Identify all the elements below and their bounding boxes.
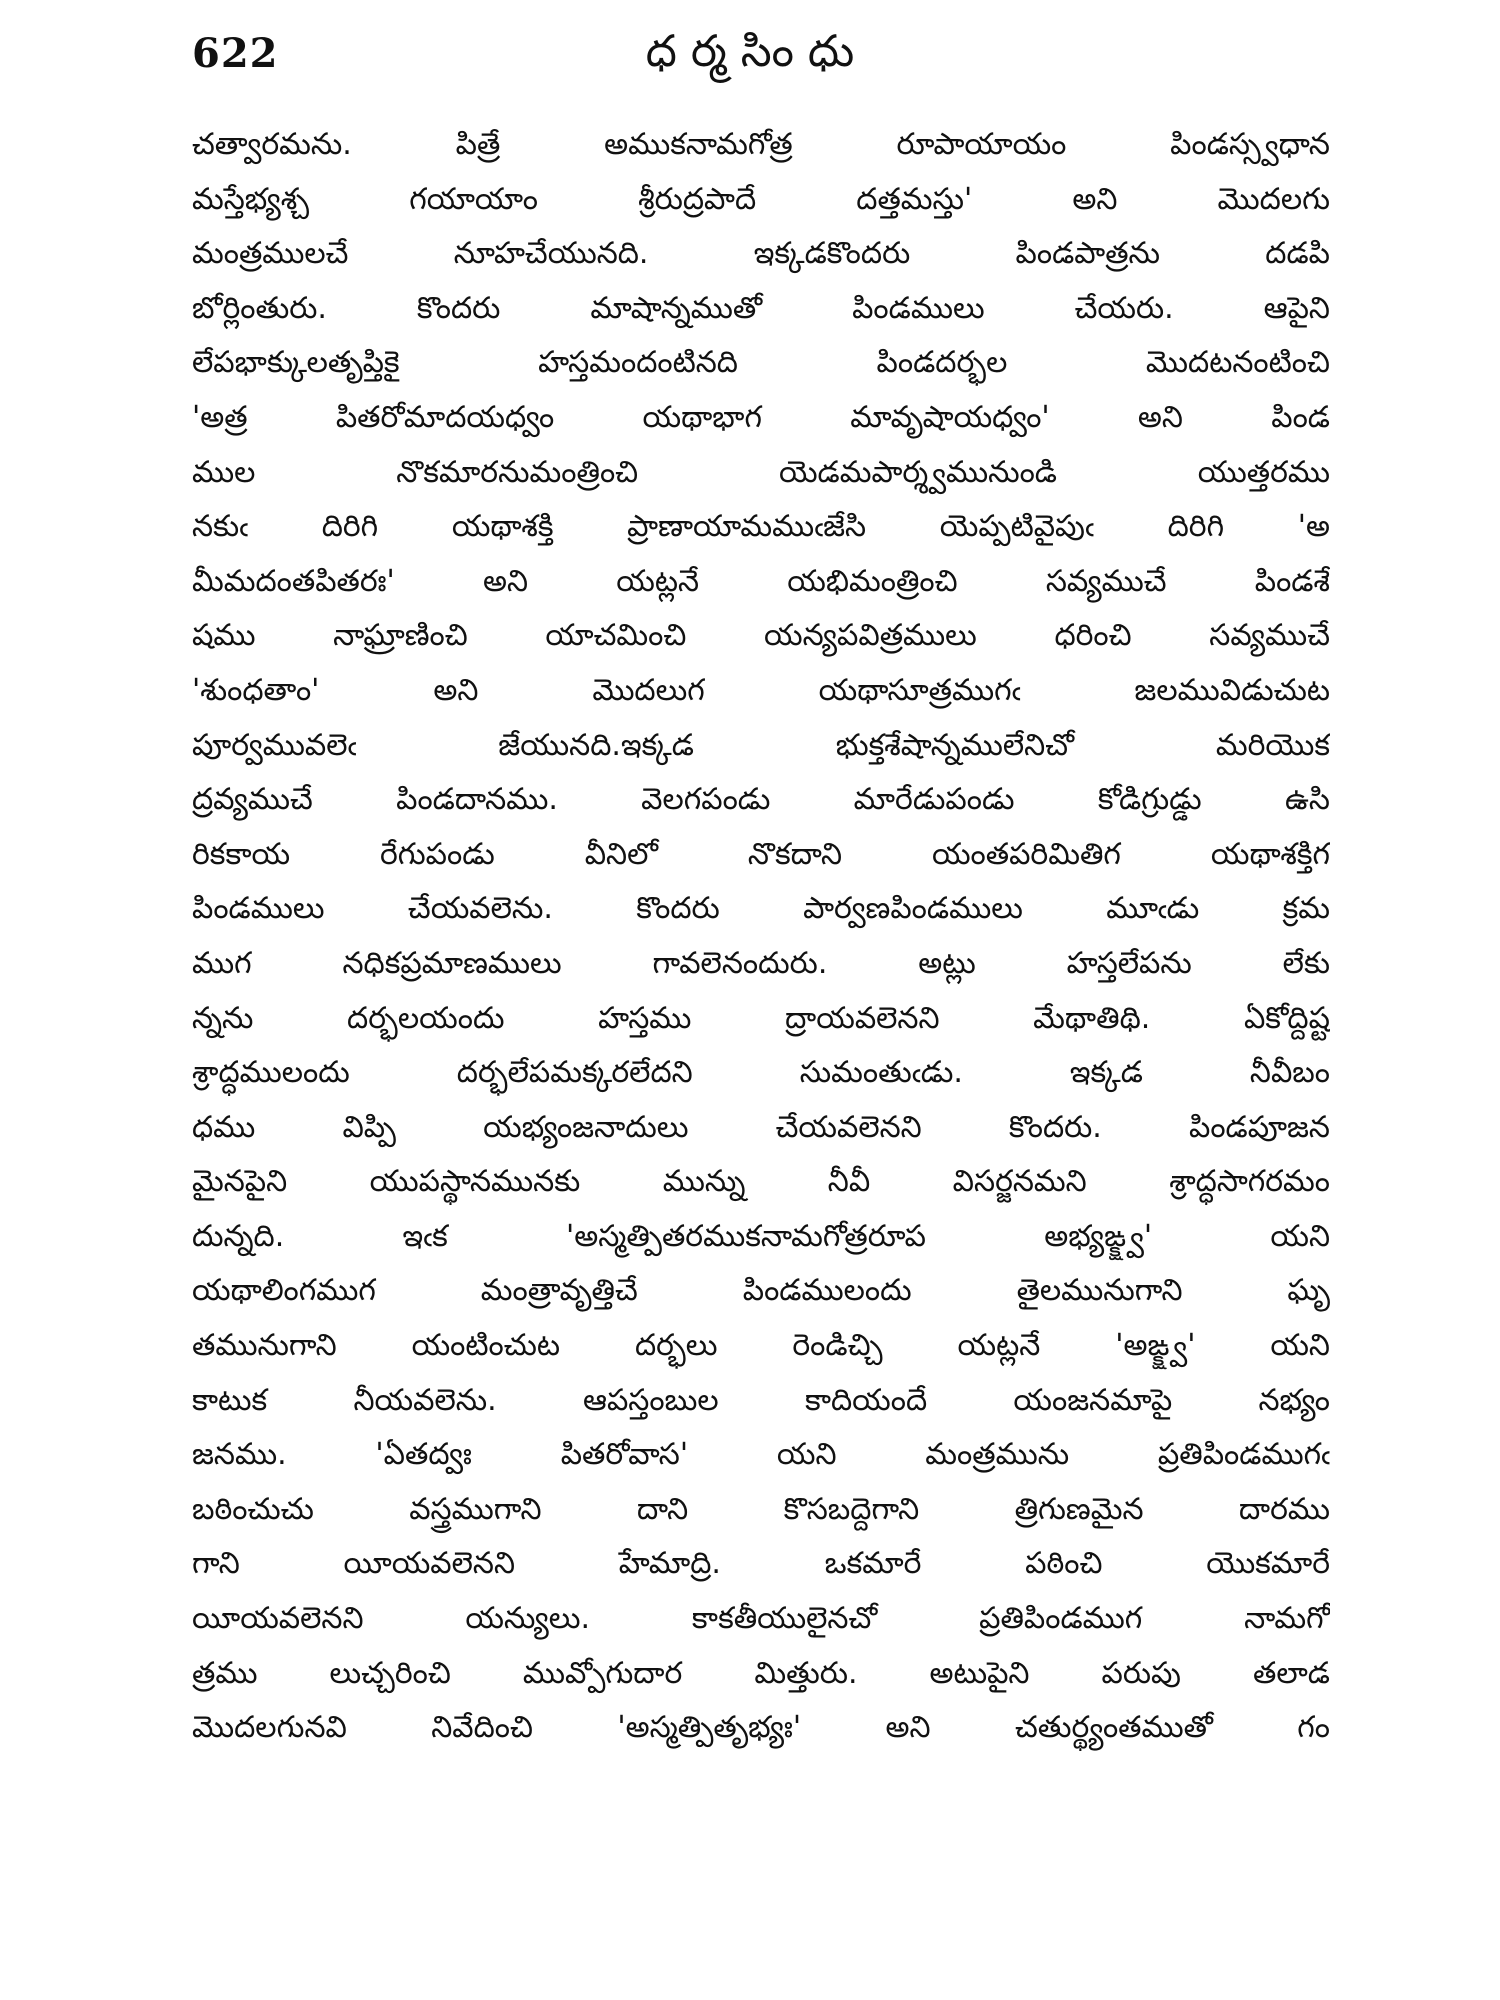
text-line: గాని యీయవలెనని హేమాద్రి. ఒకమారే పఠించి యొకమారే [192, 1546, 1330, 1582]
text-line: ముల నొకమారనుమంత్రించి యెడమపార్శ్వమునుండి యుత్తరము [192, 454, 1330, 490]
page-number: 622 [192, 30, 279, 77]
text-line: మీమదంతపితరః' అని యట్లనే యభిమంత్రించి సవ్యముచే పిండశే [192, 563, 1330, 599]
text-line: న్నను దర్భలయందు హస్తము ద్రాయవలెనని మేథాతిథి. ఏకోద్దిష్ట [192, 1000, 1330, 1036]
text-line: ధము విప్పి యభ్యంజనాదులు చేయవలెనని కొందరు. పిండపూజన [192, 1109, 1330, 1145]
text-line: 'అత్ర పితరోమాదయధ్వం యథాభాగ మావృషాయధ్వం' అని పిండ [192, 399, 1330, 435]
text-line: జనము. 'ఏతద్వః పితరోవాస' యని మంత్రమును ప్రతిపిండముగఁ [192, 1437, 1330, 1473]
text-line: దున్నది. ఇఁక 'అస్మత్పితరముకనామగోత్రరూప అభ్యఙ్క్ష్వ' యని [192, 1218, 1330, 1254]
text-line: ద్రవ్యముచే పిండదానము. వెలగపండు మారేడుపండు కోడిగ్రుడ్డు ఉసి [192, 782, 1330, 818]
text-line: తమునుగాని యంటించుట దర్భలు రెండిచ్చి యట్లనే 'అఙ్క్ష్వ' యని [192, 1328, 1330, 1364]
text-line: పూర్వమువలెఁ జేయునది.ఇక్కడ భుక్తశేషాన్నములేనిచో మరియొక [192, 727, 1330, 763]
text-line: ముగ నధికప్రమాణములు గావలెనందురు. అట్లు హస్తలేపను లేకు [192, 945, 1330, 981]
text-line: బఠించుచు వస్త్రముగాని దాని కొసబద్దెగాని త్రిగుణమైన దారము [192, 1491, 1330, 1527]
text-line: యథాలింగముగ మంత్రావృత్తిచే పిండములందు తైలమునుగాని ఘృ [192, 1273, 1330, 1309]
text-line: మస్తేభ్యశ్చ గయాయాం శ్రీరుద్రపాదే దత్తమస్తు' అని మొదలగు [192, 181, 1330, 217]
page-header [192, 26, 1322, 96]
text-line: షము నాఘ్రాణించి యాచమించి యన్యపవిత్రములు ధరించి సవ్యముచే [192, 618, 1330, 654]
text-line: యీయవలెనని యన్యులు. కాకతీయులైనచో ప్రతిపిండముగ నామగో [192, 1601, 1330, 1637]
text-line: రికకాయ రేగుపండు వీనిలో నొకదాని యంతపరిమితిగ యథాశక్తిగ [192, 836, 1330, 872]
text-line: మంత్రములచే నూహచేయునది. ఇక్కడకొందరు పిండపాత్రను దడపి [192, 236, 1330, 272]
book-title: ధర్మసింధు [645, 26, 869, 77]
body-text [192, 118, 1330, 1756]
text-line: 'శుంధతాం' అని మొదలుగ యథాసూత్రముగఁ జలమువిడుచుట [192, 672, 1330, 708]
text-line: పిండములు చేయవలెను. కొందరు పార్వణపిండములు మూఁడు క్రమ [192, 891, 1330, 927]
text-line: కాటుక నీయవలెను. ఆపస్తంబుల కాదియందే యంజనమాపై నభ్యం [192, 1382, 1330, 1418]
text-line: చత్వారమను. పిత్రే అముకనామగోత్ర రూపాయాయం పిండస్స్వధాన [192, 127, 1330, 162]
text-line: లేపభాక్కులతృప్తికై హస్తమందంటినది పిండదర్భల మొదటనంటించి [192, 345, 1330, 381]
text-line: బోర్లింతురు. కొందరు మాషాన్నముతో పిండములు చేయరు. ఆపైని [192, 290, 1330, 326]
text-line: మైనపైని యుపస్థానమునకు మున్ను నీవీ విసర్జనమని శ్రాద్ధసాగరమం [192, 1164, 1330, 1200]
text-line: నకుఁ దిరిగి యథాశక్తి ప్రాణాయామముఁజేసి యెప్పటివైపుఁ దిరిగి 'అ [192, 509, 1330, 545]
text-line: మొదలగునవి నివేదించి 'అస్మత్పితృభ్యః' అని చతుర్థ్యంతముతో గం [192, 1710, 1330, 1746]
text-line: త్రము లుచ్చరించి మువ్పోగుదార మిత్తురు. అటుపైని పరుపు తలాడ [192, 1655, 1330, 1691]
text-line: శ్రాద్ధములందు దర్భలేపమక్కరలేదని సుమంతుఁడు. ఇక్కడ నీవీబం [192, 1055, 1330, 1091]
